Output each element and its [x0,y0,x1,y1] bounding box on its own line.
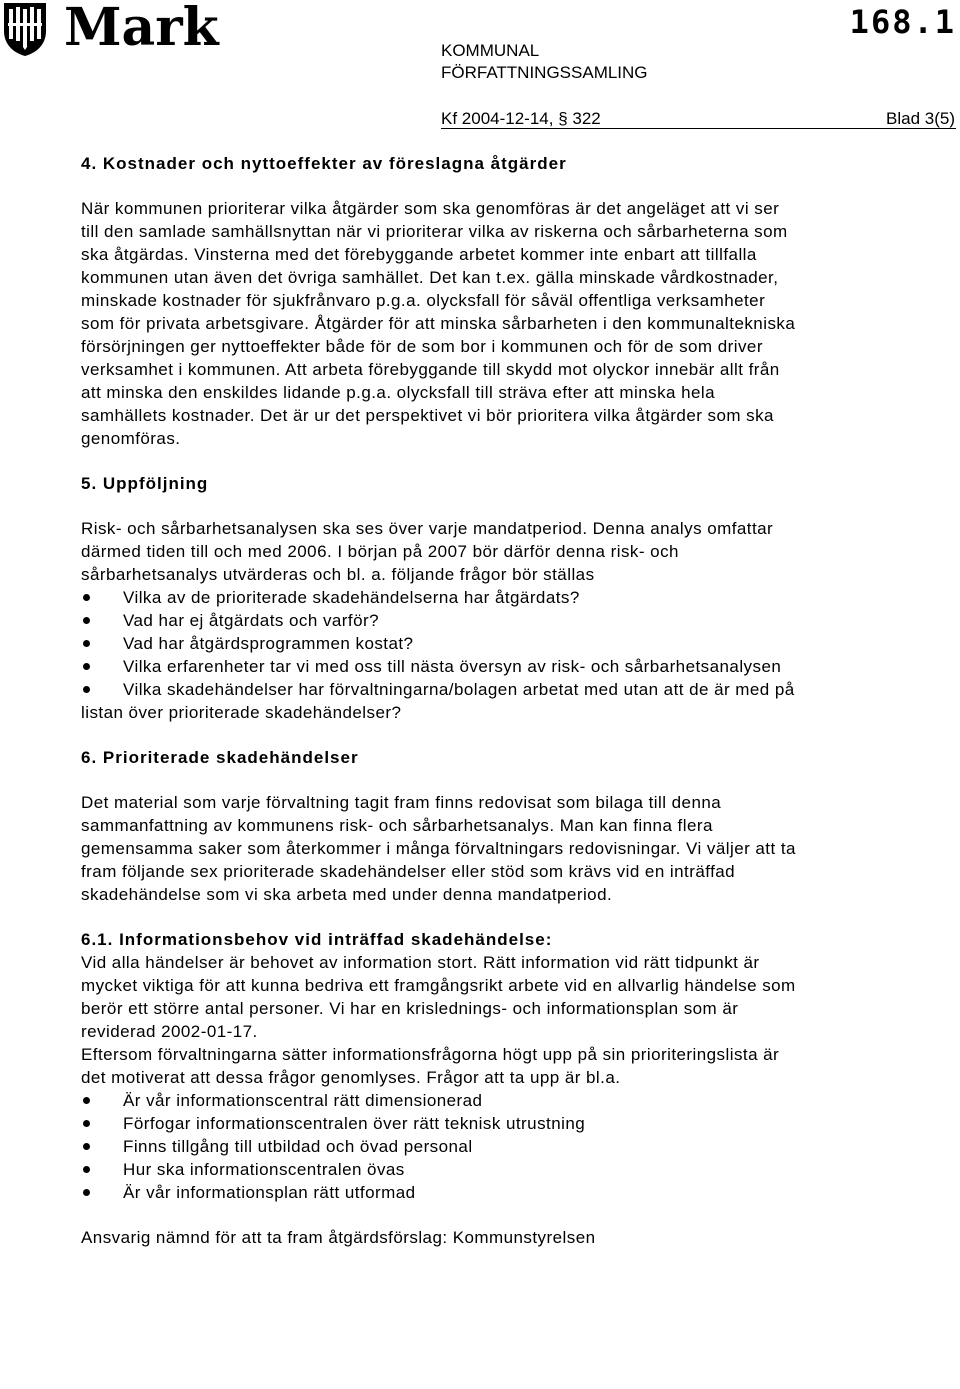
collection-title [441,40,648,84]
bullet-icon [83,1097,90,1104]
document-number: 168.1 [849,3,956,41]
bullet-icon [83,686,90,693]
bullet-icon [83,594,90,601]
list-item [81,1135,801,1158]
municipality-logo [0,0,219,60]
list-item [81,1112,801,1135]
list-item-text: Är vår informationsplan rätt utformad [123,1183,416,1202]
section-heading: 6. Prioriterade skadehändelser [81,748,359,767]
collection-title-line1: KOMMUNAL [441,41,540,60]
bullet-icon [83,617,90,624]
decision-reference: Kf 2004-12-14, § 322 [441,109,601,128]
section-heading: 5. Uppföljning [81,474,209,493]
list-item-text: Förfogar informationscentralen över rätt teknisk utrustning [123,1114,586,1133]
bullet-icon [83,1189,90,1196]
bullet-icon [83,1166,90,1173]
logo-text: Mark [64,0,219,58]
list-item-text: Finns tillgång till utbildad och övad personal [123,1137,473,1156]
list-item-text: Vilka erfarenheter tar vi med oss till nästa översyn av risk- och sårbarhetsanalysen [123,657,782,676]
section-paragraph: Risk- och sårbarhetsanalysen ska ses över varje mandatperiod. Denna analys omfattar därmed tiden till och med 2006. I början på 2007 bör därför denna risk- och sårbarhetsanalys utvärderas och bl. a. följande frågor bör ställas [81,519,774,584]
list-item-text: Vad har åtgärdsprogrammen kostat? [123,634,414,653]
list-item [81,1181,801,1204]
list-item-text: Vad har ej åtgärdats och varför? [123,611,380,630]
section-paragraph: Vid alla händelser är behovet av information stort. Rätt information vid rätt tidpunkt är mycket viktiga för att kunna bedriva ett framgångsrikt arbete vid en allvarlig händelse som berör ett större antal personer. Vi har en krislednings- och informationsplan som är reviderad 2002-01-17. [81,953,796,1041]
list-item-text: Vilka av de prioriterade skadehändelserna har åtgärdats? [123,588,580,607]
collection-title-line2: FÖRFATTNINGSSAMLING [441,63,648,82]
header-divider [441,128,956,129]
section-paragraph: Eftersom förvaltningarna sätter informationsfrågorna högt upp på sin prioriteringslista är det motiverat att dessa frågor genomlyses. Frågor att ta upp är bl.a. [81,1045,780,1087]
subsection-heading: 6.1. Informationsbehov vid inträffad skadehändelse: [81,930,553,949]
list-item [81,586,801,609]
coat-of-arms-icon [2,1,48,57]
list-item [81,632,801,655]
bullet-icon [83,1120,90,1127]
list-item [81,609,801,632]
list-item-text: Är vår informationscentral rätt dimensionerad [123,1091,483,1110]
bullet-list [81,1089,801,1204]
document-body [81,152,801,1249]
bullet-icon [83,640,90,647]
list-item-text: Hur ska informationscentralen övas [123,1160,405,1179]
responsible-committee: Ansvarig nämnd för att ta fram åtgärdsförslag: Kommunstyrelsen [81,1228,596,1247]
bullet-list [81,586,801,724]
list-item [81,1158,801,1181]
section-paragraph: Det material som varje förvaltning tagit fram finns redovisat som bilaga till denna sammanfattning av kommunens risk- och sårbarhetsanalys. Man kan finna flera gemensamma saker som återkommer i många förvaltningars redovisningar. Vi väljer att ta fram följande sex prioriterade skadehändelser eller stöd som krävs vid en inträffad skadehändelse som vi ska arbeta med under denna mandatperiod. [81,793,796,904]
bullet-icon [83,1143,90,1150]
list-item [81,1089,801,1112]
list-item [81,678,801,724]
list-item-text: Vilka skadehändelser har förvaltningarna/bolagen arbetat med utan att de är med på listan över prioriterade skadehändelser? [81,680,795,722]
list-item [81,655,801,678]
bullet-icon [83,663,90,670]
section-heading: 4. Kostnader och nyttoeffekter av föreslagna åtgärder [81,154,567,173]
section-paragraph: När kommunen prioriterar vilka åtgärder som ska genomföras är det angeläget att vi ser till den samlade samhällsnyttan när vi prioriterar vilka av riskerna och sårbarheterna som ska åtgärdas. Vinsterna med det förebyggande arbetet kommer inte enbart att tillfalla kommunen utan även det övriga samhället. Det kan t.ex. gälla minskade vårdkostnader, minskade kostnader för sjukfrånvaro p.g.a. olycksfall för såväl offentliga verksamheter som för privata arbetsgivare. Åtgärder för att minska sårbarheten i den kommunaltekniska försörjningen ger nyttoeffekter både för de som bor i kommunen och för de som driver verksamhet i kommunen. Att arbeta förebyggande till skydd mot olyckor innebär allt från att minska den enskildes lidande p.g.a. olycksfall till sträva efter att minska hela samhällets kostnader. Det är ur det perspektivet vi bör prioritera vilka åtgärder som ska genomföras. [81,199,796,448]
sheet-number: Blad 3(5) [886,109,955,128]
